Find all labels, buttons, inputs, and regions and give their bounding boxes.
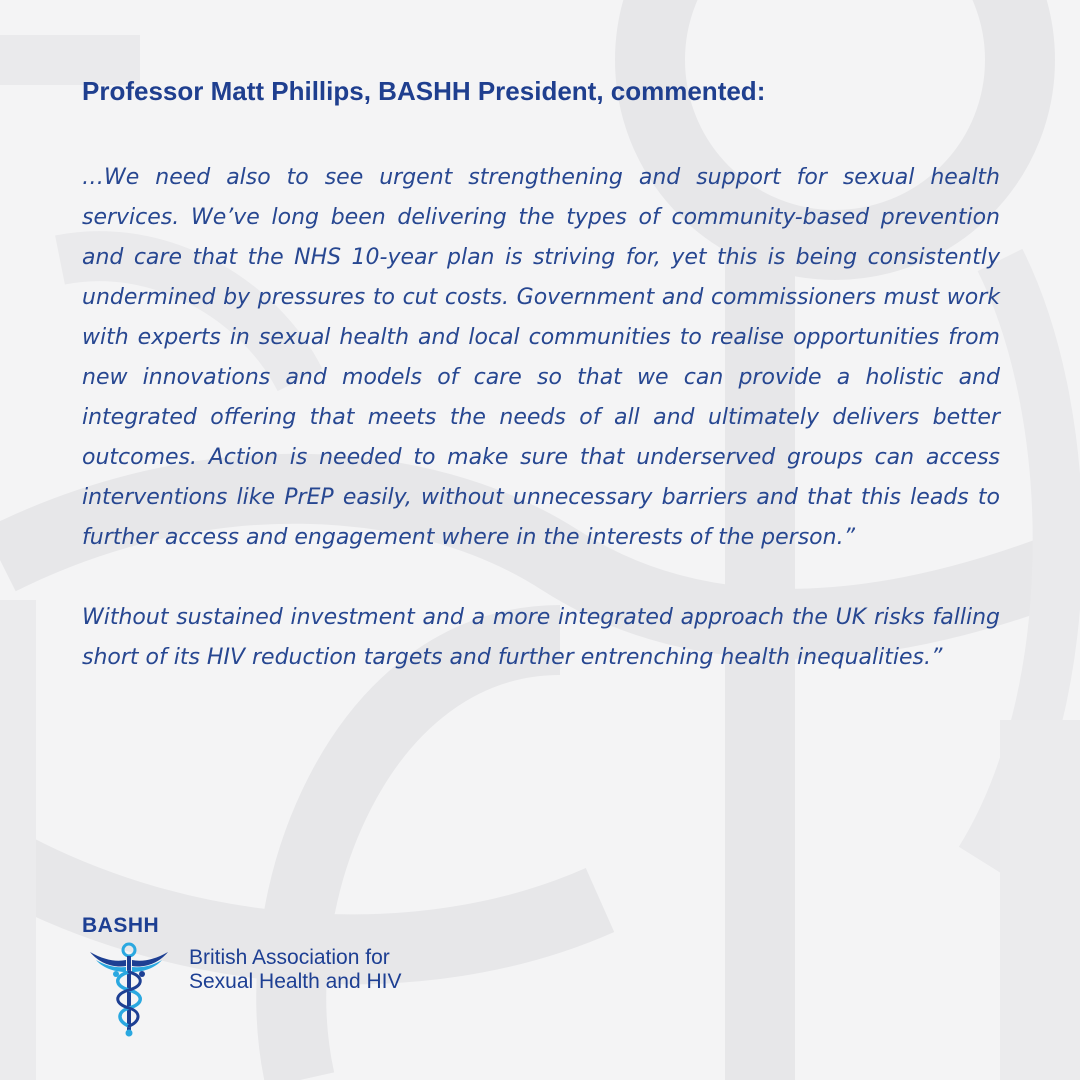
page-title: Professor Matt Phillips, BASHH President, commented: [82,76,766,106]
logo-name-line-2: Sexual Health and HIV [189,970,402,993]
logo-name-line-1: British Association for [189,946,390,969]
quote-paragraph-2: Without sustained investment and a more integrated approach the UK risks falling short of its HIV reduction targets and further entrenching health inequalities.” [82,605,1000,670]
quote-panel [82,76,1000,678]
logo-acronym: BASHH [82,914,160,937]
quote-paragraph-1: …We need also to see urgent strengthening and support for sexual health services. We’ve long been delivering the types of community-based prevention and care that the NHS 10-year plan is striving for, yet this is being consistently undermined by pressures to cut costs. Government and commissioners must work with experts in sexual health and local communities to realise opportunities from new innovations and models of care so that we can provide a holistic and integrated offering that meets the needs of all and ultimately delivers better outcomes. Action is needed to make sure that underserved groups can access interventions like PrEP easily, without unnecessary barriers and that this leads to further access and engagement where in the interests of the person.” [82,165,1000,550]
caduceus-icon [86,942,172,1038]
logo-organization-name [189,946,401,994]
bashh-logo [82,914,462,1034]
